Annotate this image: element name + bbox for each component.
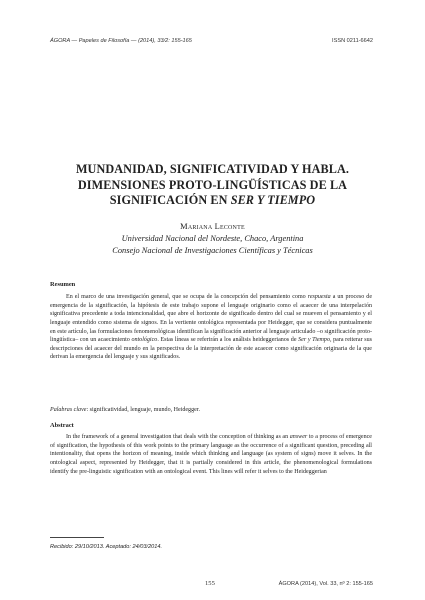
resumen-heading: Resumen — [50, 281, 76, 288]
author-block — [40, 221, 385, 257]
article-title — [40, 162, 385, 209]
resumen-text — [50, 293, 372, 362]
footer-citation: ÁGORA (2014), Vol. 33, nº 2: 155-165 — [278, 581, 373, 587]
resumen-text-2g: , para reiterar sus descripciones del acaecer del mundo en la perspectiva de la interpretación de este acaecer como significación originaria de la que derivan la emergencia del lenguaje y sus significados. — [50, 337, 373, 361]
title-line-3-prefix: SIGNIFICACIÓN EN — [109, 193, 231, 207]
resumen-text-2c: a un proceso de emergencia de la significación, la hipótesis de este trabajo supone el lenguaje originario como el acaecer de una interpelación significativa precedente a toda intencionalidad, que abre el horizonte de significado dentro del cual se mueven el pensamiento y el lenguaje entendido como sistema de signos. En la vertiente ontológica representada por Heidegger, que se considera puntualmente en este artículo, las formulaciones fenomenológicas identifican la significación anterior al lenguaje articulado –o significación proto-lingüística– con un acaecimiento — [50, 294, 373, 344]
abstract-heading: Abstract — [50, 422, 74, 429]
keywords-text: : significatividad, lenguaje, mundo, Heidegger. — [86, 407, 200, 413]
keywords-label: Palabras clave — [50, 407, 87, 413]
title-line-1: MUNDANIDAD, SIGNIFICATIVIDAD Y HABLA. — [75, 162, 350, 176]
page-number: 155 — [205, 580, 215, 587]
resumen-text-2f: Ser y Tiempo — [298, 337, 330, 344]
abstract-text-2c: to a process of emergence of signification, the hypothesis of this work points to the primary language as the occurrence of a significant question, preceding all intentionality, that opens the horizon of meaning, inside which thinking and language (as system of signs) move it selves. In the ontological aspect, represented by Heidegger, that it is partially considered in this article, the phenomenological formulations identify the pre-linguistic signification with an ontological event. This lines will refer it selves to the Heideggerian — [50, 434, 372, 475]
resumen-text-2e: . Estas líneas se referirán a los análisis heideggerianos de — [157, 337, 299, 344]
running-head — [50, 38, 373, 44]
resumen-text-2d: ontológico — [131, 337, 158, 344]
abstract-text — [50, 433, 372, 476]
abstract-text-2b: answer — [289, 434, 308, 440]
abstract-text-2a: as an — [275, 434, 290, 440]
author-affiliation-2: Consejo Nacional de Investigaciones Científicas y Técnicas — [112, 246, 313, 255]
resumen-text-1: En el marco de una investigación general, que se ocupa de la concepción del pensamiento — [66, 294, 291, 300]
keywords-line — [50, 406, 372, 415]
title-line-2: DIMENSIONES PROTO-LINGÜÍSTICAS DE LA — [77, 177, 348, 192]
journal-citation: ÁGORA — Papeles de Filosofía — (2014), 33/2: 155-165 — [50, 38, 192, 44]
resumen-text-2b: respuesta — [307, 294, 331, 300]
title-line-3-italic: SER Y TIEMPO — [230, 193, 316, 207]
author-name: Mariana Leconte — [180, 222, 245, 231]
footnote-rule — [50, 537, 104, 538]
title-line-3 — [40, 193, 385, 209]
issn: ISSN 0211-6642 — [332, 38, 373, 44]
received-accepted-dates: Recibido: 29/10/2013. Aceptado: 24/03/2014. — [50, 544, 163, 550]
author-affiliation-1: Universidad Nacional del Nordeste, Chaco, Argentina — [121, 234, 304, 243]
abstract-text-1: In the framework of a general investigation that deals with the conception of thinking — [66, 434, 275, 440]
resumen-text-2a: como — [292, 294, 308, 300]
